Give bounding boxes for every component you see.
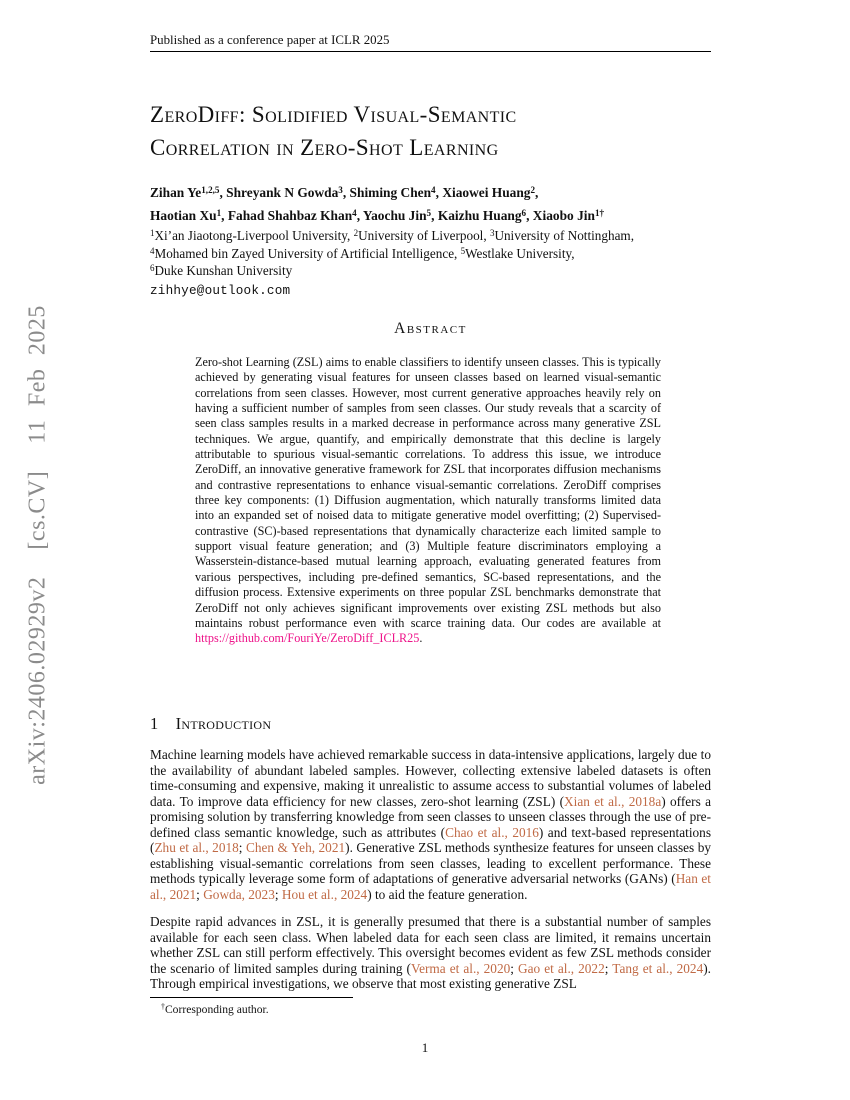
bold-text: Kaizhu Huang — [437, 208, 522, 223]
mono-text: zihhye@outlook.com — [150, 282, 291, 298]
url-link[interactable]: https://github.com/FouriYe/ZeroDiff_ICLR25 — [195, 631, 420, 646]
author-block — [150, 182, 711, 299]
superscript: 5 — [426, 207, 432, 218]
arxiv-watermark: arXiv:2406.02929v2 [cs.CV] 11 Feb 2025 — [24, 305, 51, 785]
superscript: 1,2,5 — [201, 184, 220, 195]
affiliation-line-3 — [150, 263, 711, 281]
superscript: 6 — [521, 207, 527, 218]
bold-text: , — [221, 208, 228, 223]
text-span: Machine learning models have achieved remarkable success in data-intensive applications, largely due to the availability of abundant labeled samples. However, collecting extensive labeled datasets is often time-consuming and expensive, making it unrealistic to assume access to substantial volumes of labeled data. To improve data efficiency for new classes, zero-shot learning (ZSL) ( — [150, 747, 711, 809]
superscript: † — [161, 1002, 165, 1012]
superscript: 4 — [352, 207, 357, 218]
superscript: 1† — [594, 207, 605, 218]
contact-email — [150, 282, 711, 300]
text-span: ; — [274, 886, 282, 902]
bold-text: , — [431, 208, 438, 223]
superscript: 6 — [150, 263, 155, 274]
text-span: ; — [510, 960, 518, 976]
text-span: Xi’an Jiaotong-Liverpool University, — [154, 228, 354, 243]
bold-text: , — [219, 185, 227, 200]
abstract-text — [195, 355, 661, 647]
text-span: ). Through empirical investigations, we observe that most existing generative ZSL — [150, 960, 711, 991]
page-number: 1 — [421, 1040, 429, 1055]
superscript: 5 — [460, 245, 466, 256]
citation-link[interactable]: Zhu et al., 2018 — [154, 840, 239, 855]
citation-link[interactable]: Gao et al., 2022 — [518, 960, 605, 976]
citation-link[interactable]: Chao et al., 2016 — [445, 824, 539, 840]
citation-link[interactable]: Tang et al., 2024 — [612, 960, 704, 976]
citation-link[interactable]: Xian et al., 2018a — [564, 793, 662, 809]
bold-text: Zihan Ye — [150, 185, 202, 200]
header-divider — [150, 51, 711, 52]
superscript: 1 — [216, 207, 222, 218]
bold-text: Xiaowei Huang — [442, 185, 531, 200]
text-span: University of Liverpool, — [358, 228, 490, 243]
citation-link[interactable]: Gowda, 2023 — [203, 886, 275, 902]
footnote-divider — [150, 997, 353, 998]
affiliation-line-2 — [150, 246, 711, 264]
bold-text: , — [535, 185, 539, 200]
text-span: Corresponding author. — [164, 1003, 269, 1016]
text-span: Westlake University, — [465, 245, 575, 261]
text-span: ; — [196, 886, 204, 902]
section-heading-introduction — [150, 714, 711, 734]
author-line-2 — [150, 205, 711, 228]
superscript: 4 — [431, 184, 436, 195]
bold-text: Shiming Chen — [349, 185, 432, 200]
text-span: University of Nottingham, — [494, 228, 634, 243]
bold-text: Xiaobo Jin — [532, 208, 595, 223]
abstract-heading: Abstract — [394, 320, 467, 337]
bold-text: Yaochu Jin — [362, 208, 427, 223]
author-line-1 — [150, 182, 711, 205]
affiliation-line-1 — [150, 228, 711, 246]
text-span: Mohamed bin Zayed University of Artificial Intelligence, — [154, 245, 461, 261]
superscript: 3 — [489, 227, 495, 238]
bold-text: , — [356, 208, 363, 223]
text-span: ; — [238, 840, 246, 855]
introduction-paragraph-2 — [150, 914, 711, 992]
text-span: ) and text-based representations ( — [150, 824, 711, 855]
superscript: 3 — [338, 184, 343, 195]
corresponding-author-footnote — [150, 1003, 711, 1018]
superscript: 2 — [530, 184, 536, 195]
superscript: 1 — [150, 227, 155, 238]
citation-link[interactable]: Chen & Yeh, 2021 — [245, 840, 346, 855]
citation-link[interactable]: Verma et al., 2020 — [410, 960, 511, 976]
text-span: ) offers a promising solution by transferring knowledge from seen classes to unseen classes through the use of pre-defined class semantic knowledge, such as attributes ( — [150, 793, 712, 840]
text-span: . — [419, 631, 423, 646]
text-span: Duke Kunshan University — [154, 263, 293, 279]
section-number: 1 — [150, 714, 159, 733]
bold-text: Haotian Xu — [150, 208, 217, 223]
paper-title — [150, 98, 711, 164]
citation-link[interactable]: Han et al., 2021 — [150, 871, 711, 902]
bold-text: , — [342, 185, 350, 200]
bold-text: , — [526, 208, 533, 223]
superscript: 2 — [353, 227, 359, 238]
text-span: Despite rapid advances in ZSL, it is generally presumed that there is a substantial number of samples available for each seen class. When labeled data for each seen class are limited, it remains uncertain whether ZSL can still perform effectively. This oversight becomes evident as few ZSL methods consider the scenario of limited samples during training ( — [150, 914, 711, 976]
text-span: ) to aid the feature generation. — [367, 886, 528, 902]
superscript: 4 — [150, 245, 155, 256]
text-span: Zero-shot Learning (ZSL) aims to enable classifiers to identify unseen classes. This is typically achieved by generating visual features for unseen classes based on learned visual-semantic correlations from seen classes. However, most current generative approaches heavily rely on having a sufficient number of samples from seen classes. Our study reveals that a scarcity of seen class samples results in a marked decrease in performance across many generative ZSL techniques. We argue, quantify, and empirically demonstrate that this decline is largely attributable to spurious visual-semantic correlations. To address this issue, we introduce ZeroDiff, an innovative generative framework for ZSL that incorporates diffusion mechanisms and contrastive representations to enhance visual-semantic correlations. ZeroDiff comprises three key components: (1) Diffusion augmentation, which naturally transforms limited data into an expanded set of noised data to mitigate generative model overfitting; (2) Supervised-contrastive (SC)-based representations that dynamically characterize each limited sample to support visual feature generation; and (3) Multiple feature discriminators employing a Wasserstein-distance-based mutual learning approach, evaluating generated features from various perspectives, including pre-defined semantics, SC-based representations, and the diffusion process. Extensive experiments on three popular ZSL benchmarks demonstrate that ZeroDiff not only achieves significant improvements over existing ZSL methods but also maintains robust performance even with scarce training data. Our codes are available at — [195, 355, 661, 630]
paper-title-line1: ZeroDiff: Solidified Visual-Semantic — [150, 102, 517, 127]
bold-text: Shreyank N Gowda — [226, 185, 339, 200]
text-span: ; — [604, 960, 613, 976]
paper-title-line2: Correlation in Zero-Shot Learning — [150, 135, 499, 160]
introduction-paragraph-1 — [150, 747, 711, 902]
section-title: Introduction — [175, 714, 272, 733]
introduction-body — [150, 747, 711, 992]
text-span: ). Generative ZSL methods synthesize features for unseen classes by establishing visual-semantic correlations from seen classes, leading to excellent performance. These methods typically leverage some form of adaptations of generative adversarial networks (GANs) ( — [150, 840, 711, 886]
running-header: Published as a conference paper at ICLR 2025 — [150, 33, 390, 47]
citation-link[interactable]: Hou et al., 2024 — [281, 886, 368, 902]
bold-text: , — [435, 185, 443, 200]
bold-text: Fahad Shahbaz Khan — [227, 208, 353, 223]
